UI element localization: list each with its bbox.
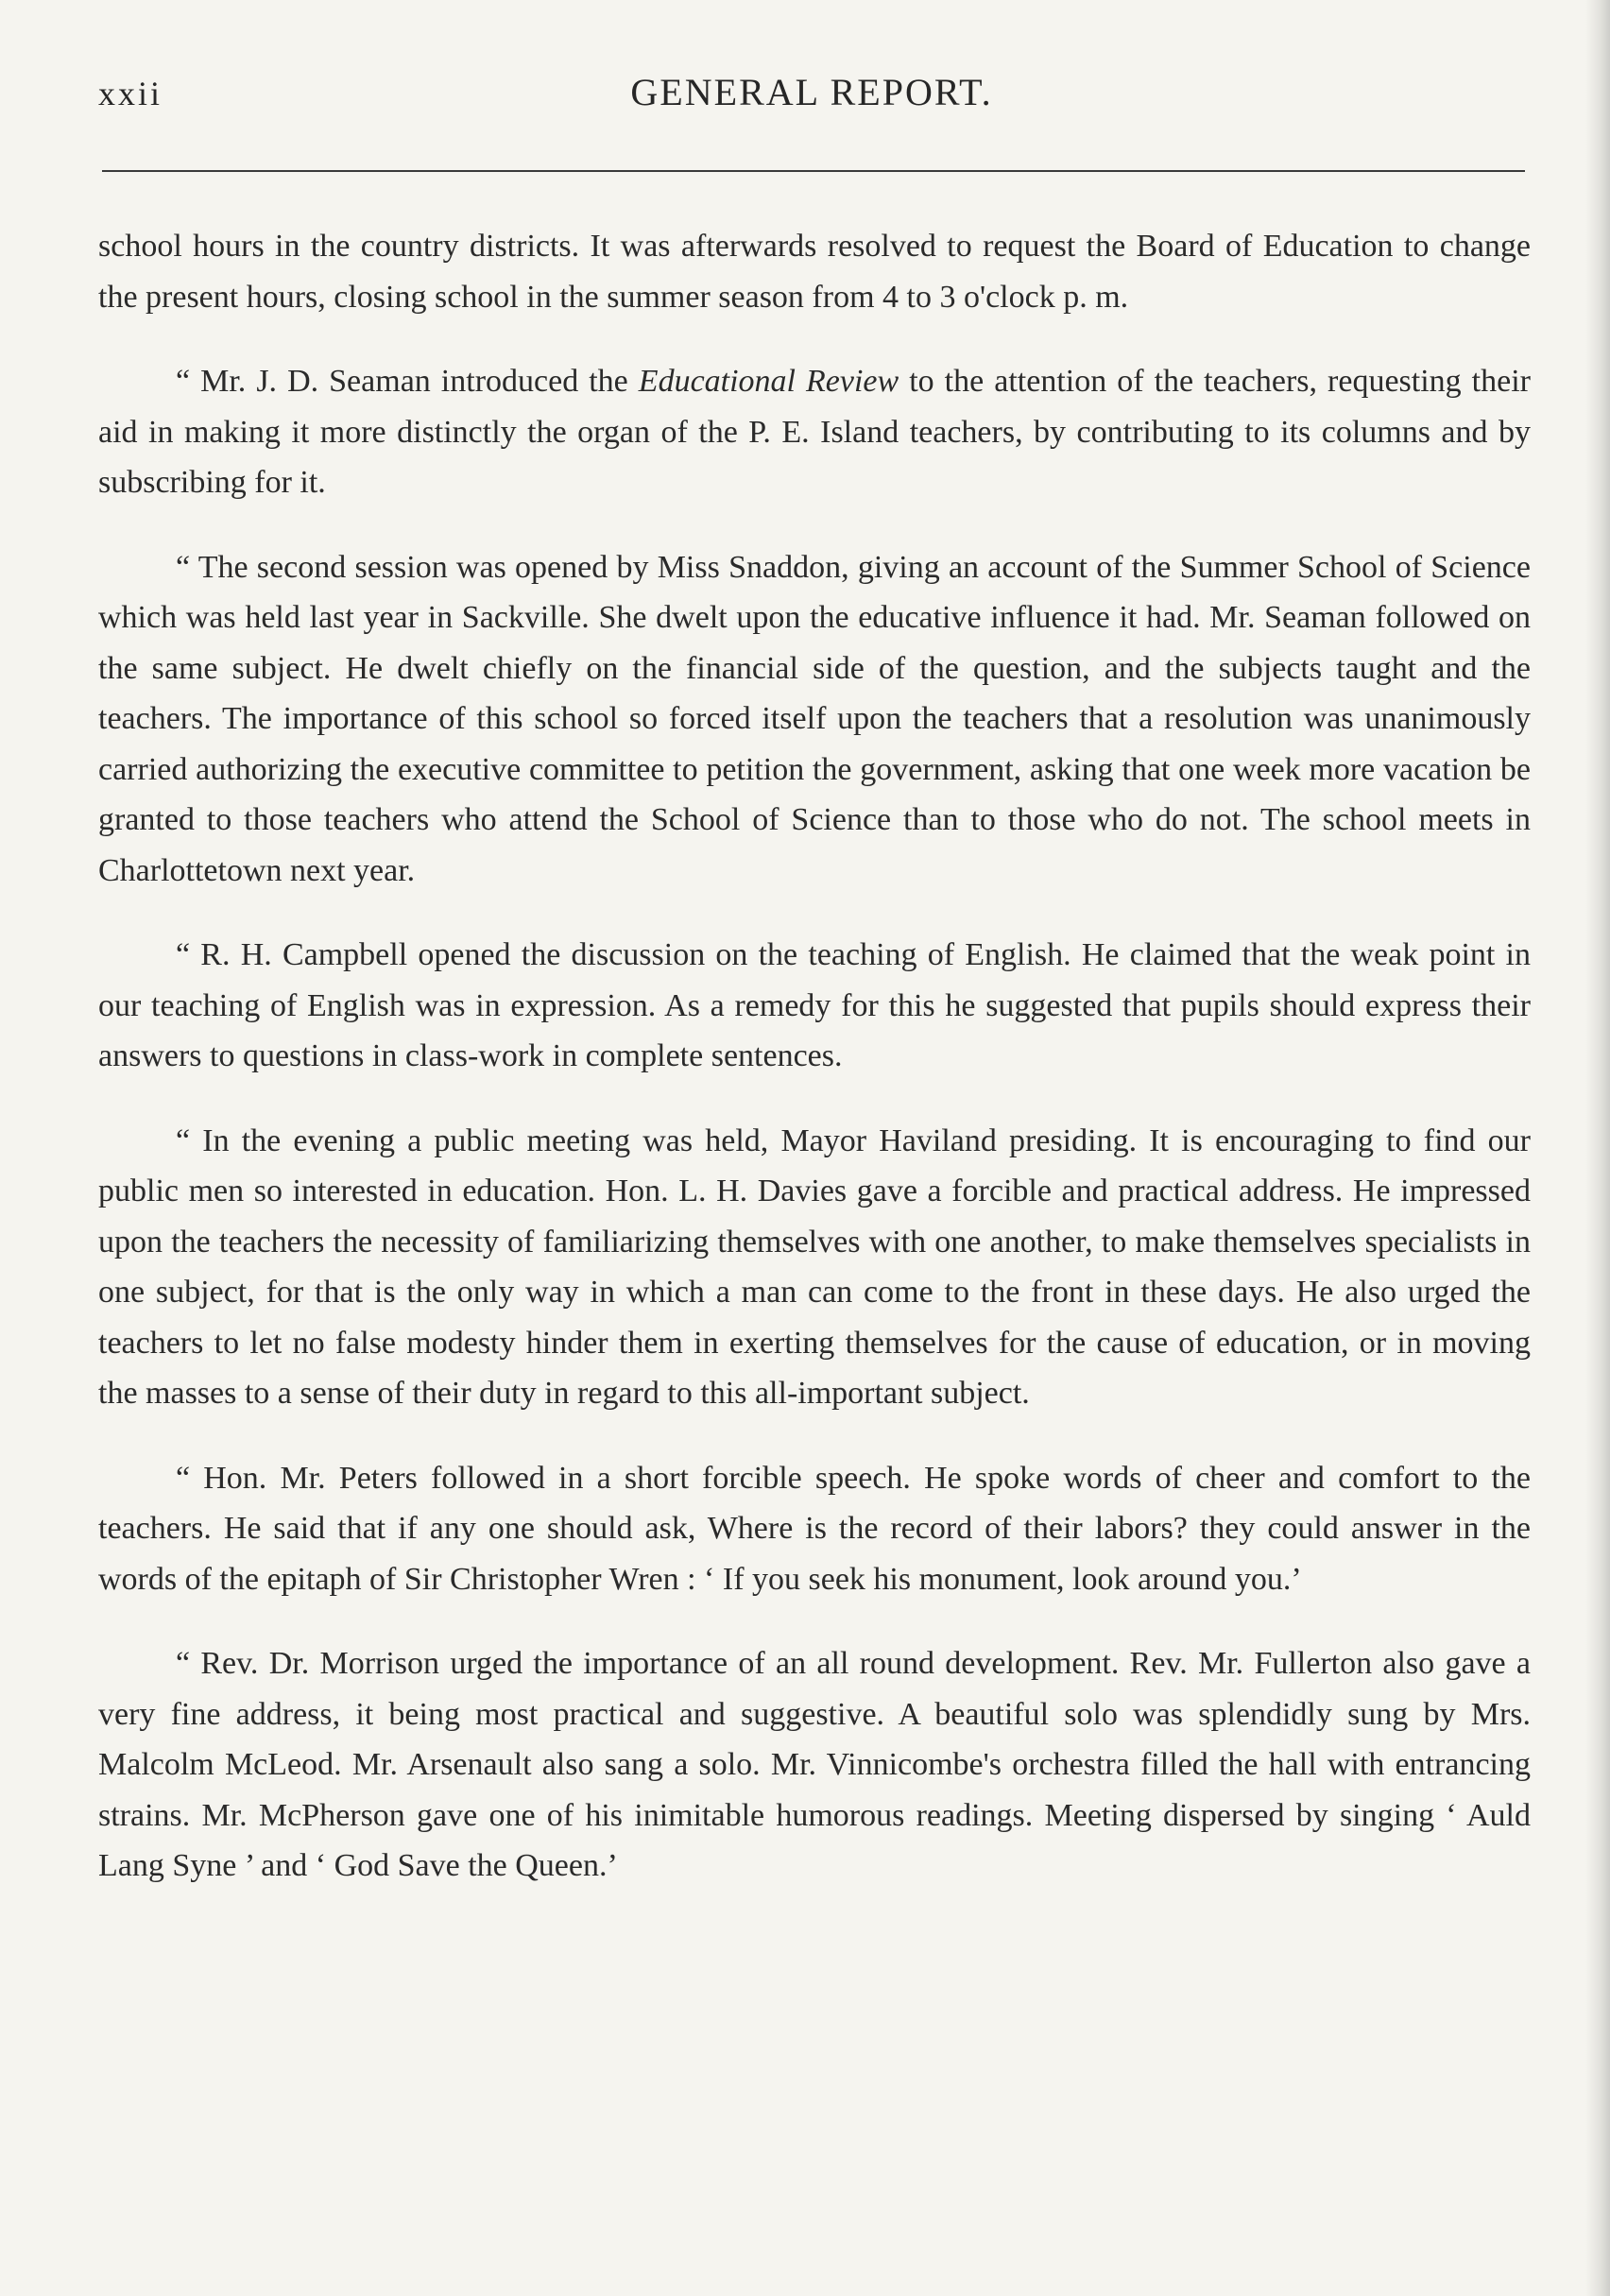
page-header (98, 70, 1525, 127)
running-title: GENERAL REPORT. (630, 71, 993, 113)
paragraph-peters-speech: “ Hon. Mr. Peters followed in a short forcible speech. He spoke words of cheer and comfort to the teachers. He said that if any one should ask, Where is the record of their labors? they could answer in the words of the epitaph of Sir Christopher Wren : ‘ If you seek his monument, look around you.’ (98, 1460, 1531, 1597)
journal-title: Educational Review (638, 364, 899, 399)
paragraph-text: to the attention of the teachers, requesting their aid in making it more distinctly the organ of the P. E. Island teachers, by contributing to its columns and by subscribing for it. (98, 364, 1531, 500)
report-body (98, 221, 1531, 1892)
paragraph-campbell-english: “ R. H. Campbell opened the discussion on the teaching of English. He claimed that the weak point in our teaching of English was in expression. As a remedy for this he suggested that pupils should express their answers to questions in class-work in complete sentences. (98, 937, 1531, 1073)
page-edge-shadow (1585, 0, 1610, 2296)
header-rule (102, 170, 1525, 172)
paragraph-continued: school hours in the country districts. It was afterwards resolved to request the Board of Education to change the present hours, closing school in the summer season from 4 to 3 o'clock p. m. (98, 229, 1531, 315)
page-number: xxii (98, 75, 163, 112)
paragraph-text: “ Mr. J. D. Seaman introduced the (176, 364, 639, 399)
paragraph-public-meeting: “ In the evening a public meeting was held, Mayor Haviland presiding. It is encouraging to find our public men so interested in education. Hon. L. H. Davies gave a forcible and practical address. He impressed upon the teachers the necessity of familiarizing themselves with one another, to make themselves specialists in one subject, for that is the only way in which a man can come to the front in these days. He also urged the teachers to let no false modesty hinder them in exerting themselves for the cause of education, or in moving the masses to a sense of their duty in regard to this all-important subject. (98, 1122, 1531, 1411)
paragraph-second-session: “ The second session was opened by Miss Snaddon, giving an account of the Summer School of Science which was held last year in Sackville. She dwelt upon the educative influence it had. Mr. Seaman followed on the same subject. He dwelt chiefly on the financial side of the question, and the subjects taught and the teachers. The importance of this school so forced itself upon the teachers that a resolution was unanimously carried authorizing the executive committee to petition the government, asking that one week more vacation be granted to those teachers who attend the School of Science than to those who do not. The school meets in Charlottetown next year. (98, 549, 1531, 888)
paragraph-morrison-closing: “ Rev. Dr. Morrison urged the importance of an all round development. Rev. Mr. Fullerton also gave a very fine address, it being most practical and suggestive. A beautiful solo was splendidly sung by Mrs. Malcolm McLeod. Mr. Arsenault also sang a solo. Mr. Vinnicombe's orchestra filled the hall with entrancing strains. Mr. McPherson gave one of his inimitable humorous readings. Meeting dispersed by singing ‘ Auld Lang Syne ’ and ‘ God Save the Queen.’ (98, 1646, 1531, 1883)
paragraph-seaman-review (98, 356, 1531, 508)
